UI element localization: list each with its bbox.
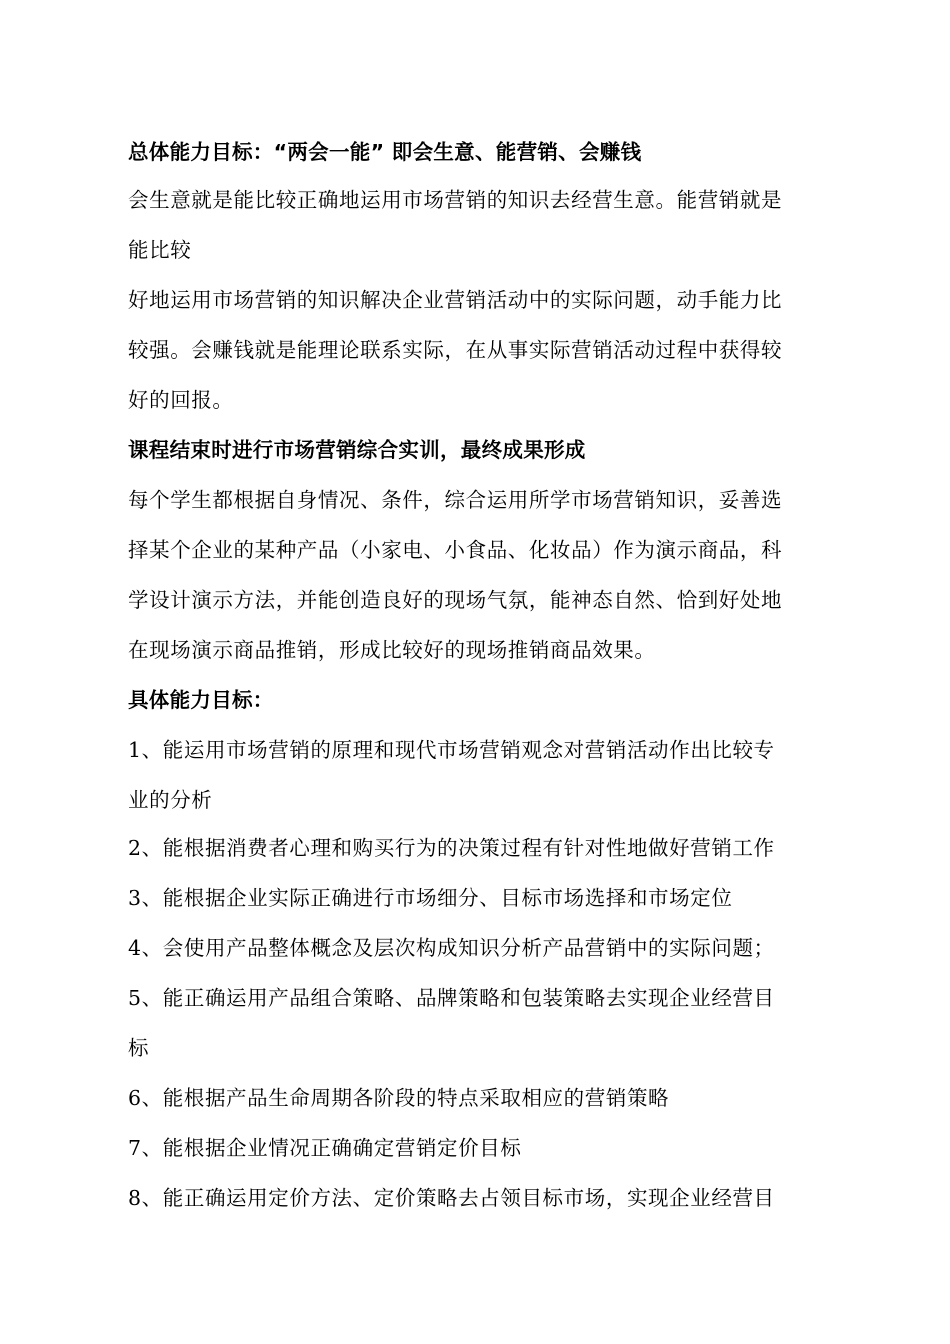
list-item: 7、能根据企业情况正确确定营销定价目标 bbox=[128, 1136, 522, 1160]
list-item: 8、能正确运用定价方法、定价策略去占领目标市场，实现企业经营目 bbox=[128, 1186, 775, 1210]
list-item: 业的分析 bbox=[128, 788, 213, 812]
paragraph-line: 每个学生都根据自身情况、条件，综合运用所学市场营销知识，妥善选 bbox=[128, 488, 783, 512]
paragraph-line: 择某个企业的某种产品（小家电、小食品、化妆品）作为演示商品，科 bbox=[128, 538, 783, 562]
paragraph-line: 学设计演示方法，并能创造良好的现场气氛，能神态自然、恰到好处地 bbox=[128, 588, 783, 612]
list-item: 1、能运用市场营销的原理和现代市场营销观念对营销活动作出比较专 bbox=[128, 738, 775, 762]
paragraph-line: 会生意就是能比较正确地运用市场营销的知识去经营生意。能营销就是 bbox=[128, 188, 783, 212]
paragraph-line: 好地运用市场营销的知识解决企业营销活动中的实际问题，动手能力比 bbox=[128, 288, 783, 312]
paragraph-line: 较强。会赚钱就是能理论联系实际，在从事实际营销活动过程中获得较 bbox=[128, 338, 783, 362]
list-item: 6、能根据产品生命周期各阶段的特点采取相应的营销策略 bbox=[128, 1086, 670, 1110]
list-item: 标 bbox=[128, 1036, 150, 1060]
heading-final-training: 课程结束时进行市场营销综合实训，最终成果形成 bbox=[128, 438, 586, 462]
paragraph-line: 好的回报。 bbox=[128, 388, 234, 412]
list-item: 4、会使用产品整体概念及层次构成知识分析产品营销中的实际问题； bbox=[128, 936, 775, 960]
heading-overall-goal: 总体能力目标：“两会一能” 即会生意、能营销、会赚钱 bbox=[128, 140, 642, 164]
paragraph-line: 在现场演示商品推销，形成比较好的现场推销商品效果。 bbox=[128, 638, 656, 662]
list-item: 3、能根据企业实际正确进行市场细分、目标市场选择和市场定位 bbox=[128, 886, 733, 910]
heading-specific-goals: 具体能力目标： bbox=[128, 688, 274, 712]
list-item: 2、能根据消费者心理和购买行为的决策过程有针对性地做好营销工作 bbox=[128, 836, 775, 860]
paragraph-line: 能比较 bbox=[128, 238, 192, 262]
list-item: 5、能正确运用产品组合策略、品牌策略和包装策略去实现企业经营目 bbox=[128, 986, 775, 1010]
